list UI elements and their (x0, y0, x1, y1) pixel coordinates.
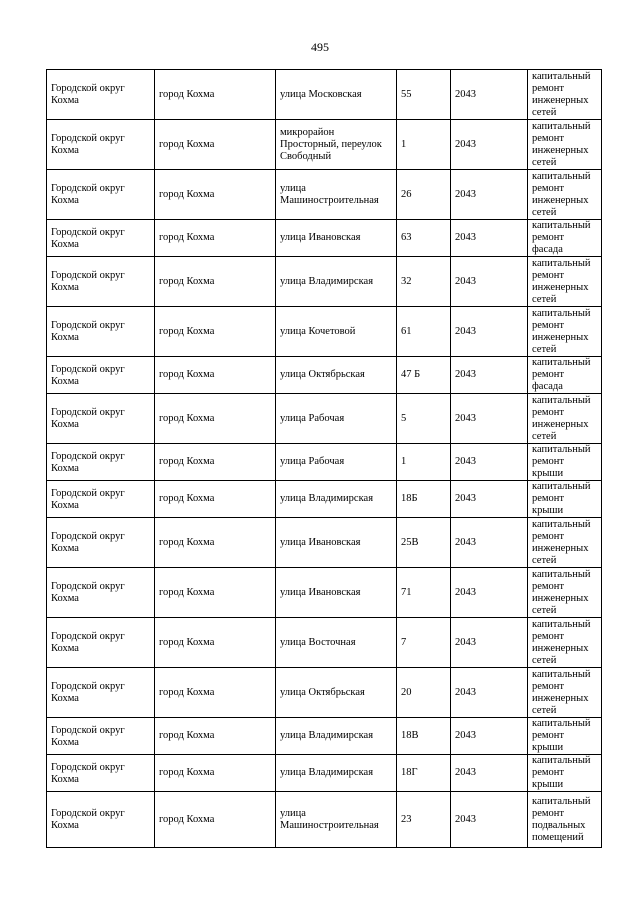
table-row (47, 120, 602, 170)
work-type-cell: капитальный ремонт инженерных сетей (528, 257, 602, 307)
city-cell: город Кохма (155, 307, 276, 357)
table-row (47, 718, 602, 755)
district-cell: Городской округ Кохма (47, 444, 155, 481)
house-cell: 47 Б (397, 357, 451, 394)
house-cell: 20 (397, 668, 451, 718)
house-cell: 61 (397, 307, 451, 357)
city-cell: город Кохма (155, 568, 276, 618)
year-cell: 2043 (451, 618, 528, 668)
work-type-cell: капитальный ремонт фасада (528, 357, 602, 394)
work-type-cell: капитальный ремонт инженерных сетей (528, 394, 602, 444)
year-cell: 2043 (451, 170, 528, 220)
table-row (47, 357, 602, 394)
year-cell: 2043 (451, 394, 528, 444)
street-cell: улица Владимирская (276, 718, 397, 755)
district-cell: Городской округ Кохма (47, 394, 155, 444)
table-row (47, 568, 602, 618)
city-cell: город Кохма (155, 618, 276, 668)
work-type-cell: капитальный ремонт инженерных сетей (528, 668, 602, 718)
district-cell: Городской округ Кохма (47, 755, 155, 792)
house-cell: 1 (397, 120, 451, 170)
city-cell: город Кохма (155, 444, 276, 481)
page-number: 495 (311, 40, 329, 54)
year-cell: 2043 (451, 718, 528, 755)
city-cell: город Кохма (155, 518, 276, 568)
street-cell: улица Ивановская (276, 518, 397, 568)
street-cell: улица Ивановская (276, 568, 397, 618)
year-cell: 2043 (451, 755, 528, 792)
year-cell: 2043 (451, 792, 528, 848)
house-cell: 26 (397, 170, 451, 220)
work-type-cell: капитальный ремонт крыши (528, 444, 602, 481)
city-cell: город Кохма (155, 481, 276, 518)
house-cell: 18В (397, 718, 451, 755)
district-cell: Городской округ Кохма (47, 792, 155, 848)
work-type-cell: капитальный ремонт инженерных сетей (528, 70, 602, 120)
city-cell: город Кохма (155, 257, 276, 307)
work-type-cell: капитальный ремонт фасада (528, 220, 602, 257)
street-cell: улица Кочетовой (276, 307, 397, 357)
work-type-cell: капитальный ремонт крыши (528, 481, 602, 518)
city-cell: город Кохма (155, 357, 276, 394)
year-cell: 2043 (451, 257, 528, 307)
table-row (47, 618, 602, 668)
table-row (47, 170, 602, 220)
year-cell: 2043 (451, 120, 528, 170)
street-cell: улица Ивановская (276, 220, 397, 257)
house-cell: 23 (397, 792, 451, 848)
street-cell: улица Машиностроительная (276, 170, 397, 220)
table-row (47, 257, 602, 307)
table-row (47, 220, 602, 257)
year-cell: 2043 (451, 568, 528, 618)
house-cell: 7 (397, 618, 451, 668)
street-cell: улица Октябрьская (276, 357, 397, 394)
district-cell: Городской округ Кохма (47, 518, 155, 568)
street-cell: улица Машиностроительная (276, 792, 397, 848)
house-cell: 18Г (397, 755, 451, 792)
year-cell: 2043 (451, 668, 528, 718)
house-cell: 32 (397, 257, 451, 307)
district-cell: Городской округ Кохма (47, 120, 155, 170)
street-cell: улица Владимирская (276, 481, 397, 518)
table-row (47, 755, 602, 792)
year-cell: 2043 (451, 481, 528, 518)
city-cell: город Кохма (155, 70, 276, 120)
year-cell: 2043 (451, 518, 528, 568)
street-cell: улица Рабочая (276, 394, 397, 444)
city-cell: город Кохма (155, 668, 276, 718)
work-type-cell: капитальный ремонт инженерных сетей (528, 568, 602, 618)
year-cell: 2043 (451, 70, 528, 120)
district-cell: Городской округ Кохма (47, 307, 155, 357)
work-type-cell: капитальный ремонт инженерных сетей (528, 618, 602, 668)
city-cell: город Кохма (155, 170, 276, 220)
year-cell: 2043 (451, 307, 528, 357)
year-cell: 2043 (451, 444, 528, 481)
table-row (47, 394, 602, 444)
repair-schedule-table (46, 69, 602, 848)
year-cell: 2043 (451, 220, 528, 257)
street-cell: улица Октябрьская (276, 668, 397, 718)
work-type-cell: капитальный ремонт инженерных сетей (528, 170, 602, 220)
year-cell: 2043 (451, 357, 528, 394)
table-row (47, 444, 602, 481)
house-cell: 1 (397, 444, 451, 481)
city-cell: город Кохма (155, 755, 276, 792)
street-cell: улица Рабочая (276, 444, 397, 481)
city-cell: город Кохма (155, 220, 276, 257)
house-cell: 71 (397, 568, 451, 618)
district-cell: Городской округ Кохма (47, 481, 155, 518)
table-row (47, 792, 602, 848)
table-row (47, 481, 602, 518)
street-cell: улица Восточная (276, 618, 397, 668)
city-cell: город Кохма (155, 718, 276, 755)
house-cell: 18Б (397, 481, 451, 518)
city-cell: город Кохма (155, 792, 276, 848)
street-cell: улица Владимирская (276, 755, 397, 792)
district-cell: Городской округ Кохма (47, 668, 155, 718)
work-type-cell: капитальный ремонт инженерных сетей (528, 120, 602, 170)
district-cell: Городской округ Кохма (47, 220, 155, 257)
street-cell: улица Московская (276, 70, 397, 120)
table-row (47, 668, 602, 718)
work-type-cell: капитальный ремонт крыши (528, 718, 602, 755)
work-type-cell: капитальный ремонт подвальных помещений (528, 792, 602, 848)
work-type-cell: капитальный ремонт инженерных сетей (528, 518, 602, 568)
house-cell: 63 (397, 220, 451, 257)
table-row (47, 518, 602, 568)
district-cell: Городской округ Кохма (47, 170, 155, 220)
house-cell: 5 (397, 394, 451, 444)
district-cell: Городской округ Кохма (47, 257, 155, 307)
district-cell: Городской округ Кохма (47, 718, 155, 755)
table-row (47, 307, 602, 357)
street-cell: улица Владимирская (276, 257, 397, 307)
city-cell: город Кохма (155, 120, 276, 170)
house-cell: 55 (397, 70, 451, 120)
street-cell: микрорайон Просторный, переулок Свободный (276, 120, 397, 170)
district-cell: Городской округ Кохма (47, 357, 155, 394)
district-cell: Городской округ Кохма (47, 568, 155, 618)
table-row (47, 70, 602, 120)
district-cell: Городской округ Кохма (47, 70, 155, 120)
district-cell: Городской округ Кохма (47, 618, 155, 668)
house-cell: 25В (397, 518, 451, 568)
work-type-cell: капитальный ремонт инженерных сетей (528, 307, 602, 357)
city-cell: город Кохма (155, 394, 276, 444)
work-type-cell: капитальный ремонт крыши (528, 755, 602, 792)
